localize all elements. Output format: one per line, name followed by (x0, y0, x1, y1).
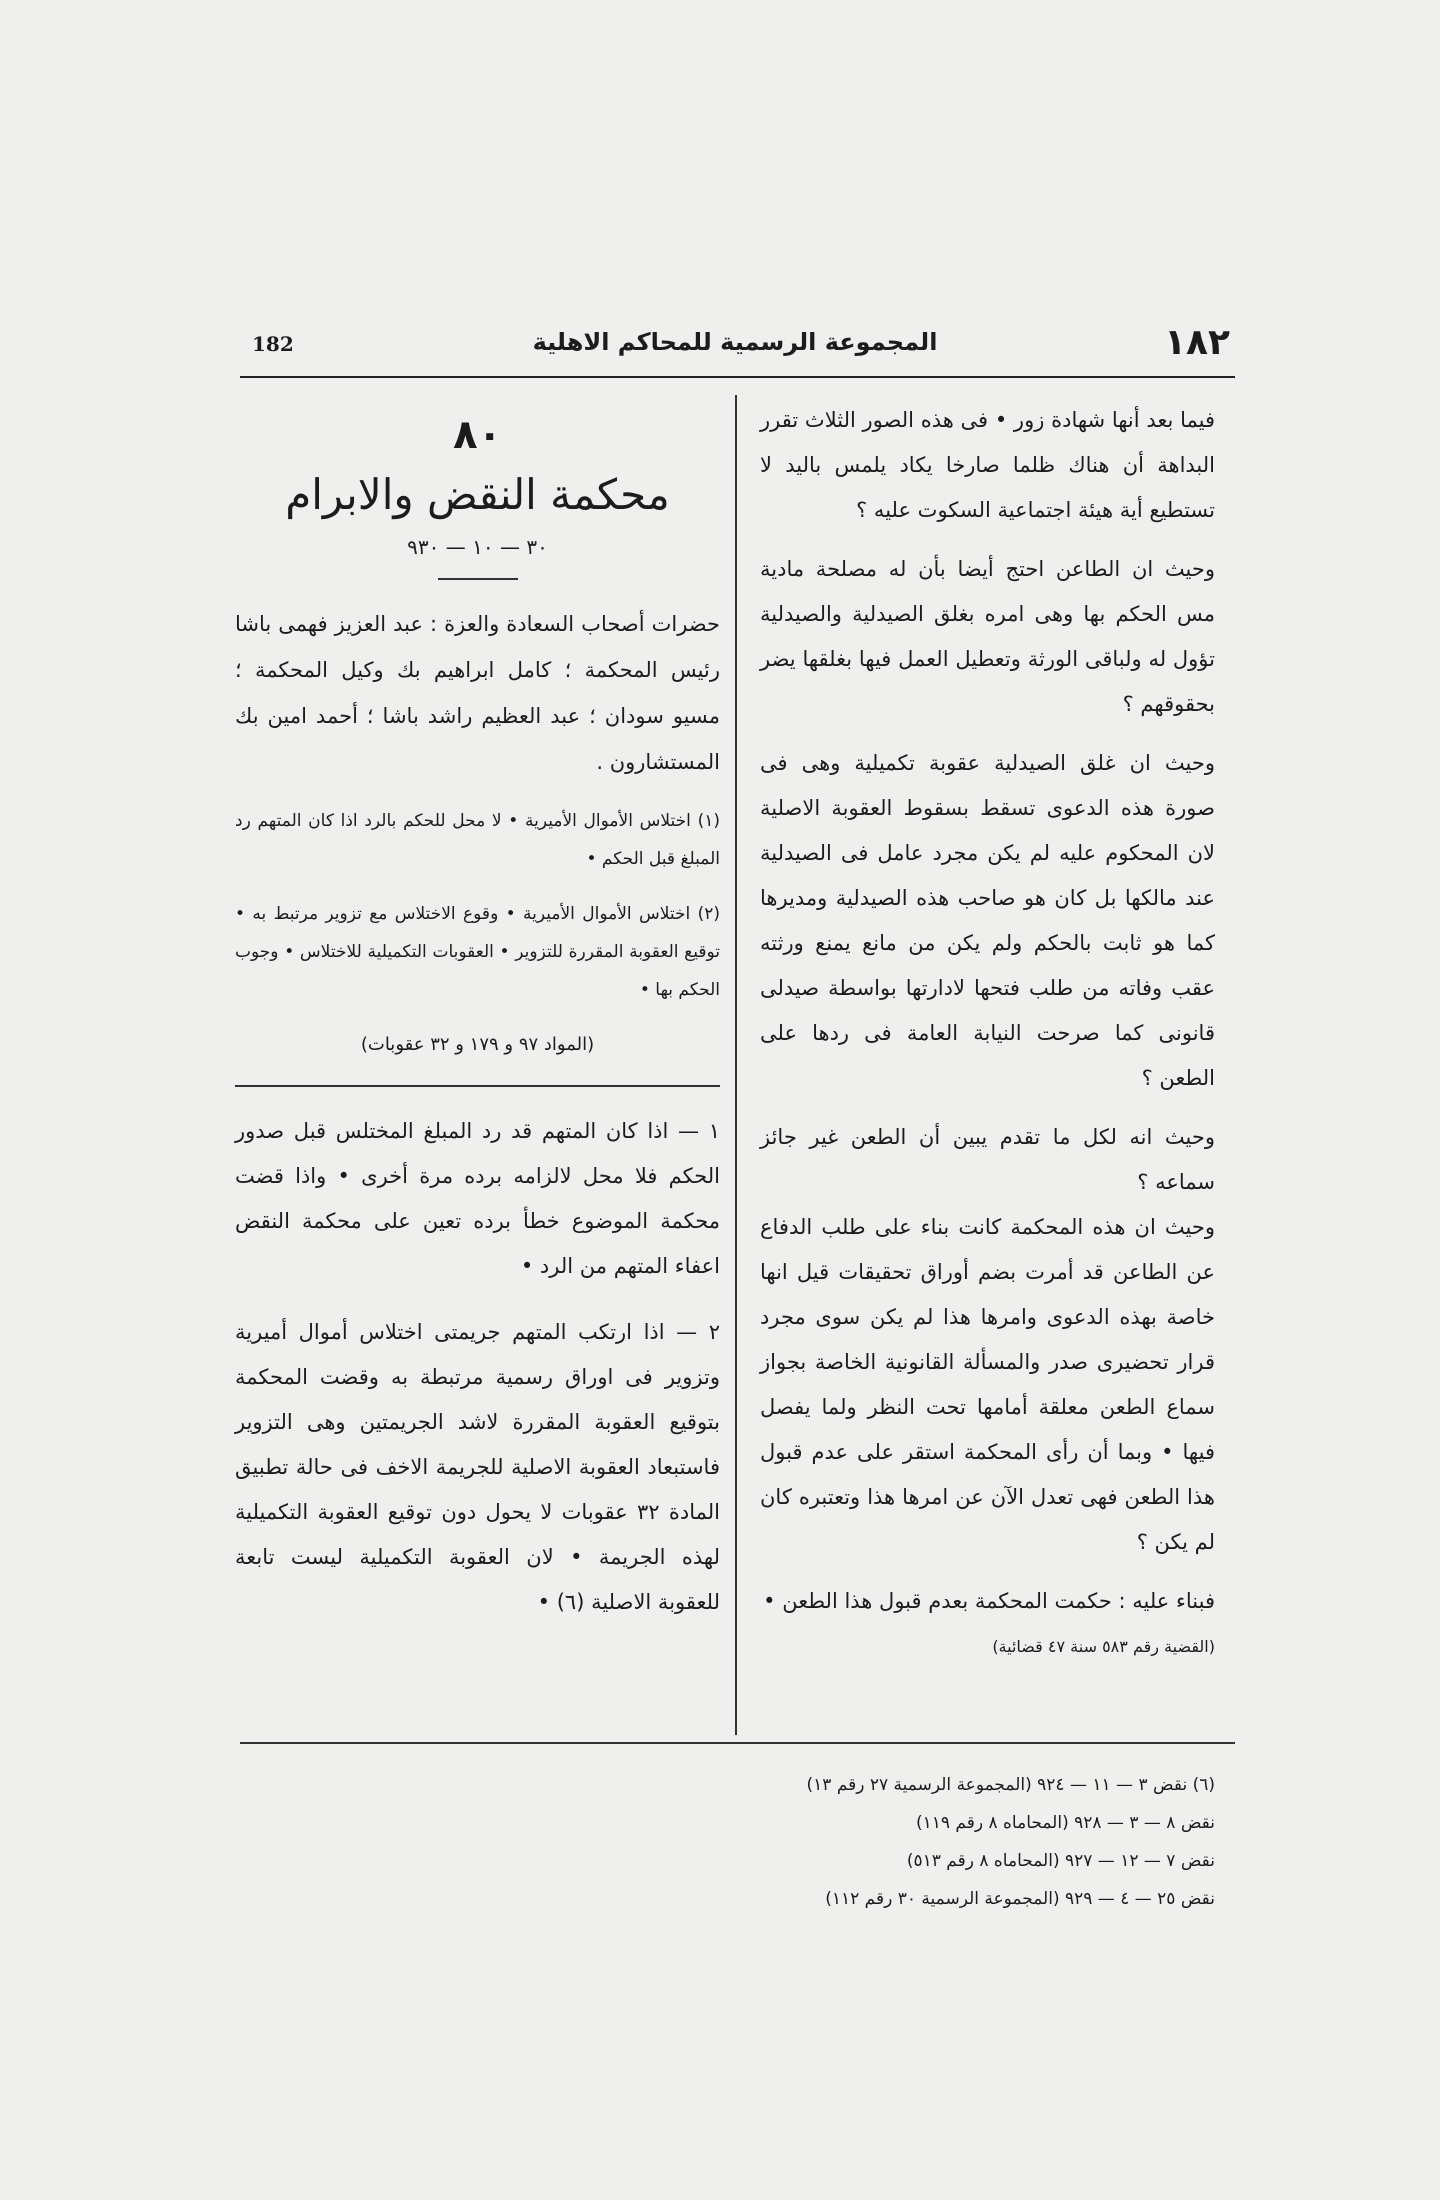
legal-principle: ١ — اذا كان المتهم قد رد المبلغ المختلس قبل صدور الحكم فلا محل لالزامه برده مرة أخرى • واذا قضت محكمة الموضوع خطأ برده تعين على محكمة النقض اعفاء المتهم من الرد • (235, 1119, 720, 1278)
paragraph: وحيث ان هذه المحكمة كانت بناء على طلب الدفاع عن الطاعن قد أمرت بضم أوراق تحقيقات قيل انها خاصة بهذه الدعوى وامرها هذا لم يكن سوى مجرد قرار تحضيرى صدر والمسألة القانونية الخاصة بجواز سماع الطعن معلقة أمامها تحت النظر ولما يفصل فيها • وبما أن رأى المحكمة استقر على عدم قبول هذا الطعن فهى تعدل الآن عن امرها هذا وتعتبره كان لم يكن ؟ (760, 1215, 1215, 1554)
legal-principle: ٢ — اذا ارتكب المتهم جريمتى اختلاس أموال أميرية وتزوير فى اوراق رسمية مرتبطة به وقضت المحكمة بتوقيع العقوبة المقررة لاشد الجريمتين وهى التزوير فاستبعاد العقوبة الاصلية للجريمة الاخف فى حالة تطبيق المادة ٣٢ عقوبات لا يحول دون توقيع العقوبة التكميلية لهذه الجريمة • لان العقوبة التكميلية ليست تابعة للعقوبة الاصلية (٦) • (235, 1320, 720, 1614)
running-header (240, 320, 1230, 370)
section-divider (235, 1085, 720, 1087)
case-number: ٨٠ (453, 412, 502, 458)
footnote-rule (240, 1742, 1235, 1744)
case-date: ٣٠ — ١٠ — ٩٣٠ (407, 535, 548, 559)
short-divider (438, 578, 518, 580)
page-number-arabic: ١٨٢ (1164, 322, 1230, 363)
footnotes (640, 1768, 1215, 1920)
header-rule (240, 376, 1235, 378)
legal-heading: (٢) اختلاس الأموال الأميرية • وقوع الاختلاس مع تزوير مرتبط به • توقيع العقوبة المقررة للتزوير • العقوبات التكميلية للاختلاس • وجوب الحكم بها • (235, 904, 720, 1000)
bench-members: حضرات أصحاب السعادة والعزة : عبد العزيز فهمى باشا رئيس المحكمة ؛ كامل ابراهيم بك وكيل المحكمة ؛ مسيو سودان ؛ عبد العظيم راشد باشا ؛ أحمد امين بك المستشارون . (235, 612, 720, 774)
publication-title: المجموعة الرسمية للمحاكم الاهلية (532, 328, 938, 356)
case-citation: (القضية رقم ٥٨٣ سنة ٤٧ قضائية) (992, 1637, 1215, 1656)
footnote-line: نقض ٢٥ — ٤ — ٩٢٩ (المجموعة الرسمية ٣٠ رقم ١١٢) (825, 1889, 1215, 1909)
paragraph: وحيث ان الطاعن احتج أيضا بأن له مصلحة مادية مس الحكم بها وهى امره بغلق الصيدلية والصيدلية تؤول له ولباقى الورثة وتعطيل العمل فيها بغلقها يضر بحقوقهم ؟ (760, 557, 1215, 716)
paragraph: وحيث انه لكل ما تقدم يبين أن الطعن غير جائز سماعه ؟ (760, 1125, 1215, 1194)
judgment-ruling: فبناء عليه : حكمت المحكمة بعدم قبول هذا الطعن • (763, 1589, 1215, 1613)
column-divider (735, 395, 737, 1735)
right-column (760, 398, 1215, 1678)
footnote-line: نقض ٨ — ٣ — ٩٢٨ (المحاماه ٨ رقم ١١٩) (915, 1813, 1215, 1833)
articles-reference: (المواد ٩٧ و ١٧٩ و ٣٢ عقوبات) (360, 1034, 595, 1055)
footnote-line: (٦) نقض ٣ — ١١ — ٩٢٤ (المجموعة الرسمية ٢٧ رقم ١٣) (806, 1775, 1215, 1795)
paragraph: فيما بعد أنها شهادة زور • فى هذه الصور الثلاث تقرر البداهة أن هناك ظلما صارخا يكاد يلمس باليد لا تستطيع أية هيئة اجتماعية السكوت عليه ؟ (760, 408, 1215, 522)
paragraph: وحيث ان غلق الصيدلية عقوبة تكميلية وهى فى صورة هذه الدعوى تسقط بسقوط العقوبة الاصلية لان المحكوم عليه لم يكن مجرد عامل فى الصيدلية عند مالكها بل كان هو صاحب هذه الصيدلية ومديرها كما هو ثابت بالحكم ولم يكن من مانع يمنع ورثته عقب وفاته من طلب فتحها لادارتها بواسطة صيدلى قانونى كما صرحت النيابة العامة فى ردها على الطعن ؟ (760, 751, 1215, 1090)
court-name: محكمة النقض والابرام (285, 470, 670, 519)
footnote-line: نقض ٧ — ١٢ — ٩٢٧ (المحاماه ٨ رقم ٥١٣) (906, 1851, 1215, 1871)
legal-heading: (١) اختلاس الأموال الأميرية • لا محل للحكم بالرد اذا كان المتهم رد المبلغ قبل الحكم • (235, 811, 720, 869)
left-column (235, 410, 720, 1643)
page-number-latin: 182 (252, 332, 294, 356)
